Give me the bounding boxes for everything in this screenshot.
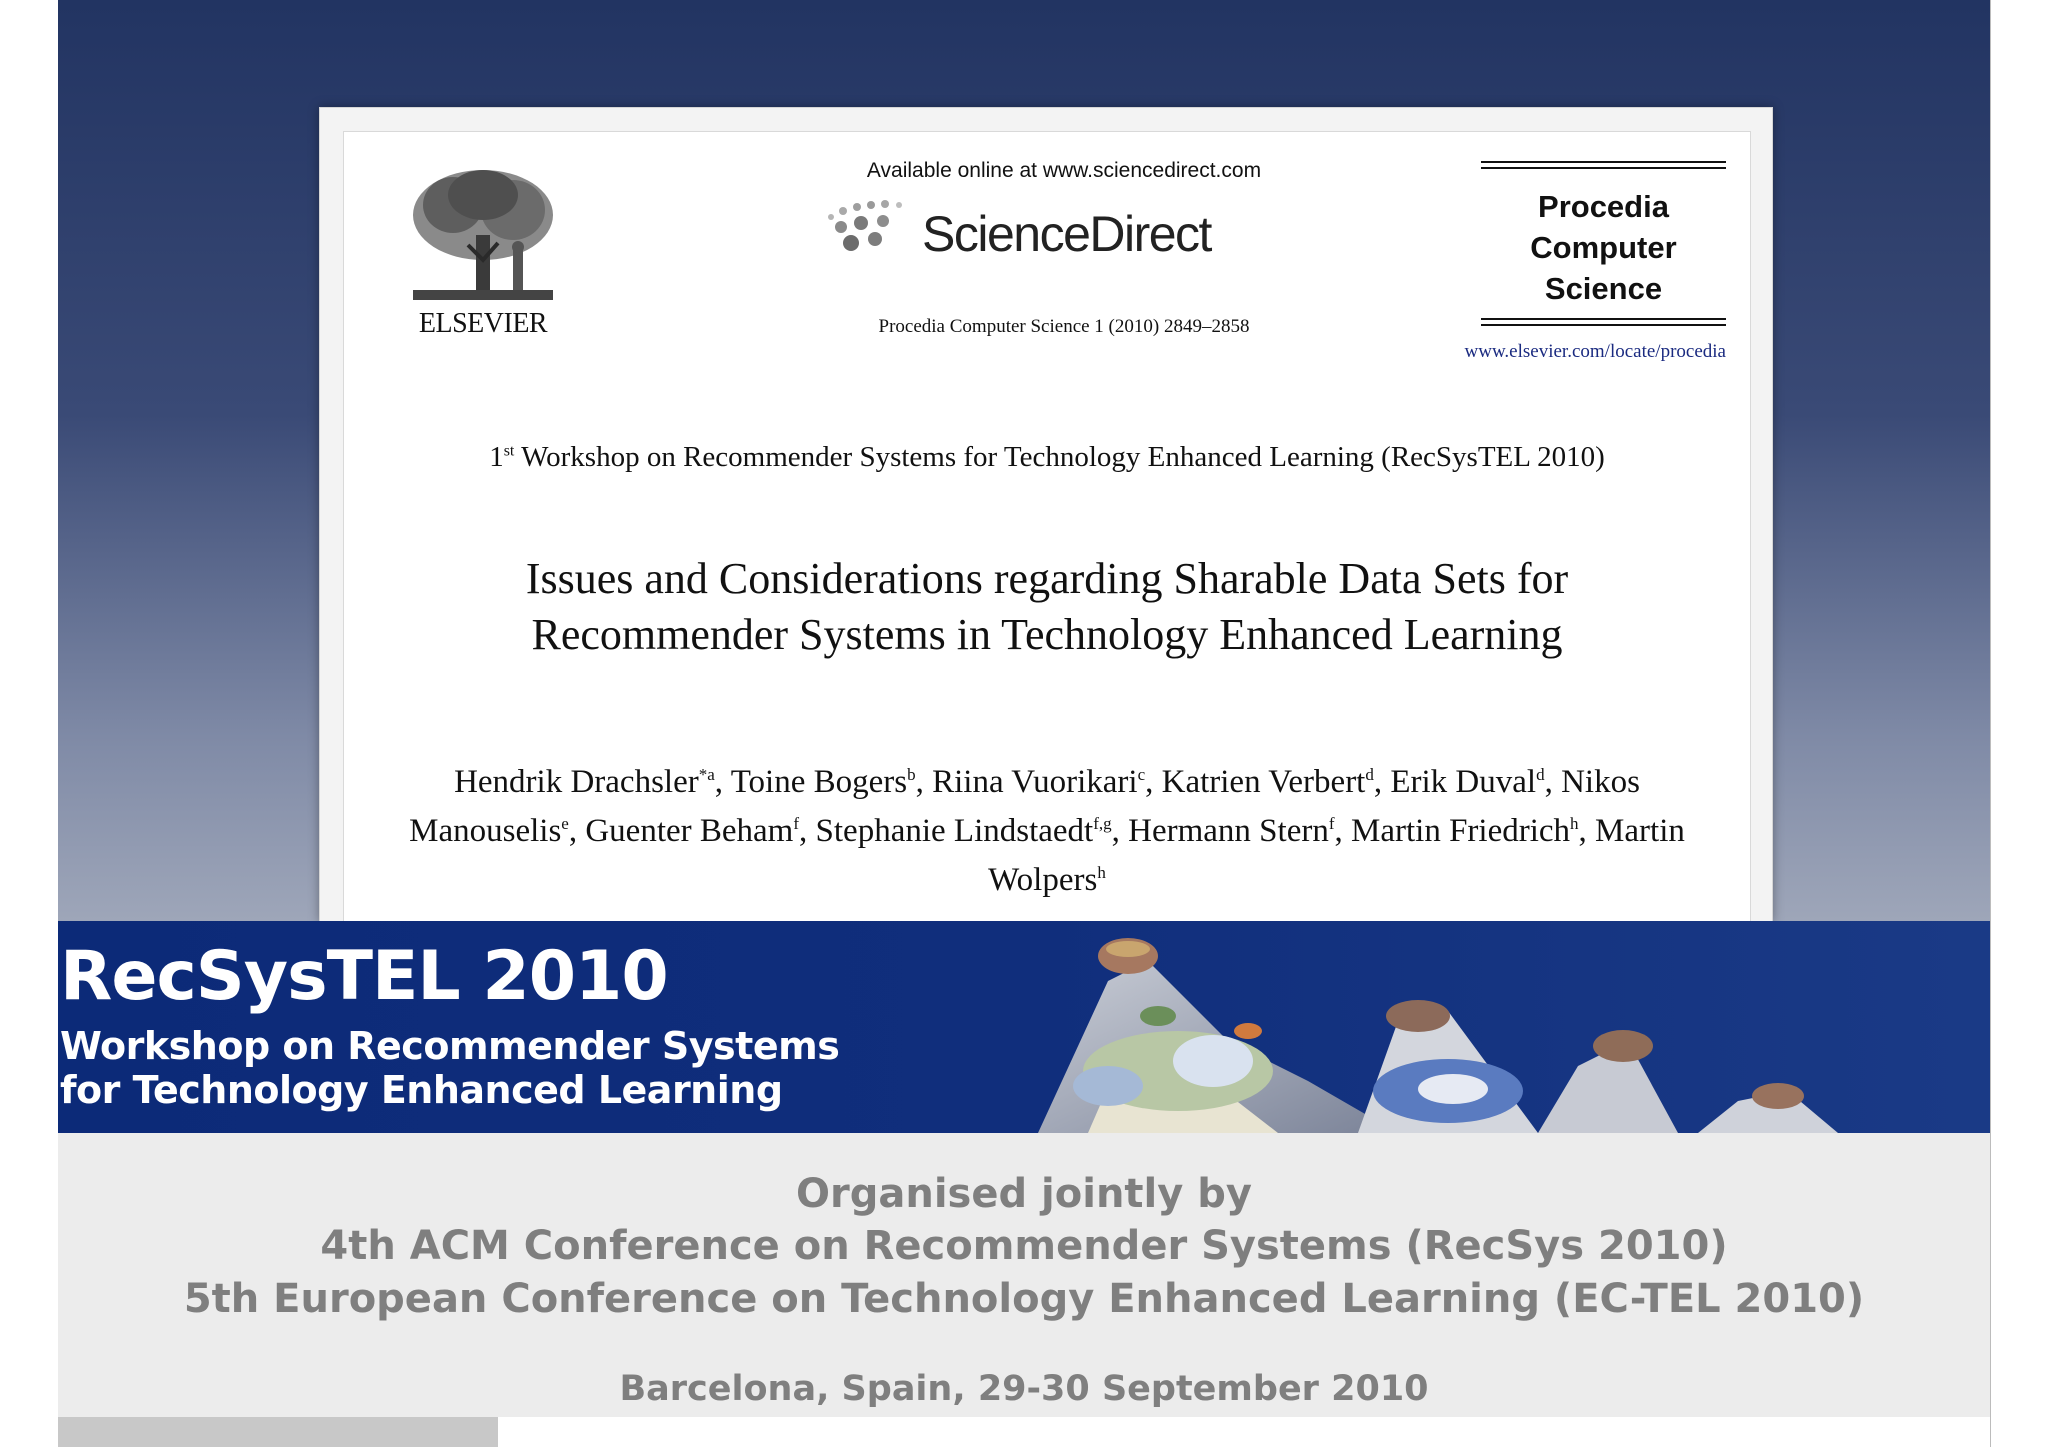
author-separator: , (1373, 764, 1391, 800)
organisers-section (58, 1133, 1990, 1447)
author-name: Erik Duval (1390, 764, 1537, 800)
elsevier-tree-logo-icon (408, 165, 558, 305)
workshop-name: Workshop on Recommender Systems for Technology Enhanced Learning (RecSysTEL 2010) (514, 441, 1605, 473)
banner-subtitle-line: for Technology Enhanced Learning (60, 1068, 783, 1112)
author-separator: , (1111, 813, 1129, 849)
author-affiliation-mark: e (561, 814, 569, 833)
author-separator: , (1334, 813, 1352, 849)
author-affiliation-mark: b (907, 765, 916, 784)
paper-preview-frame (319, 107, 1773, 922)
sciencedirect-dots-icon (823, 197, 913, 257)
author-separator: , (915, 764, 933, 800)
paper-title-line: Recommender Systems in Technology Enhanced Learning (531, 610, 1563, 659)
workshop-ordinal: 1 (489, 441, 504, 473)
author-affiliation-mark: d (1365, 765, 1374, 784)
mosaic-rooftop-image (978, 921, 1990, 1133)
author-separator: , (714, 764, 731, 800)
banner-title: RecSysTEL 2010 (60, 937, 668, 1016)
author-affiliation-mark: f (1328, 814, 1335, 833)
workshop-ordinal-suffix: st (503, 442, 515, 460)
paper-title-line: Issues and Considerations regarding Sharable Data Sets for (525, 554, 1569, 603)
journal-reference: Procedia Computer Science 1 (2010) 2849–2858 (878, 316, 1250, 337)
event-location-date: Barcelona, Spain, 29-30 September 2010 (619, 1369, 1429, 1409)
author-name: Katrien Verbert (1161, 764, 1366, 800)
author-name: Stephanie Lindstaedt (815, 813, 1094, 849)
banner-subtitle (60, 1024, 839, 1112)
author-separator: , (1544, 764, 1562, 800)
sciencedirect-wordmark: ScienceDirect (922, 206, 1211, 262)
workshop-line (374, 441, 1720, 474)
conference-recsys: 4th ACM Conference on Recommender Systems (RecSys 2010) (320, 1223, 1728, 1269)
author-affiliation-mark: h (1570, 814, 1579, 833)
playback-progress-fill[interactable] (58, 1417, 498, 1447)
author-name: Guenter Beham (585, 813, 794, 849)
author-affiliation-mark: f,g (1093, 814, 1112, 833)
elsevier-wordmark: ELSEVIER (418, 308, 548, 339)
journal-title-box (1481, 161, 1726, 327)
author-affiliation-mark: *a (698, 765, 715, 784)
available-online-text: Available online at www.sciencedirect.com (866, 159, 1262, 182)
journal-url-link[interactable]: www.elsevier.com/locate/procedia (1464, 341, 1726, 362)
author-separator: , (1145, 764, 1162, 800)
author-affiliation-mark: d (1536, 765, 1545, 784)
author-separator: , (1578, 813, 1596, 849)
paper-first-page (343, 131, 1751, 923)
author-separator: , (799, 813, 816, 849)
conference-ectel: 5th European Conference on Technology Enhanced Learning (EC-TEL 2010) (183, 1276, 1865, 1322)
journal-title-line: Science (1544, 271, 1663, 306)
organised-heading: Organised jointly by (796, 1171, 1252, 1217)
author-name: Hendrik Drachsler (454, 764, 699, 800)
author-name: Martin Friedrich (1351, 813, 1571, 849)
banner-subtitle-line: Workshop on Recommender Systems (60, 1024, 840, 1068)
presentation-slide (58, 0, 1990, 1447)
author-name: Martin Wolpers (988, 813, 1685, 898)
author-affiliation-mark: c (1137, 765, 1146, 784)
journal-title (1481, 186, 1726, 309)
author-separator: , (568, 813, 586, 849)
journal-title-line: Procedia (1538, 189, 1669, 224)
author-name: Hermann Stern (1128, 813, 1329, 849)
journal-title-line: Computer (1530, 230, 1677, 265)
author-name: Riina Vuorikari (932, 764, 1138, 800)
author-name: Nikos Manouselis (409, 764, 1640, 849)
paper-authors (404, 754, 1690, 901)
paper-title (404, 551, 1690, 663)
workshop-banner (58, 921, 1990, 1133)
author-affiliation-mark: f (793, 814, 800, 833)
author-affiliation-mark: h (1097, 863, 1106, 882)
slide-border (1990, 0, 1991, 1447)
author-name: Toine Bogers (730, 764, 908, 800)
